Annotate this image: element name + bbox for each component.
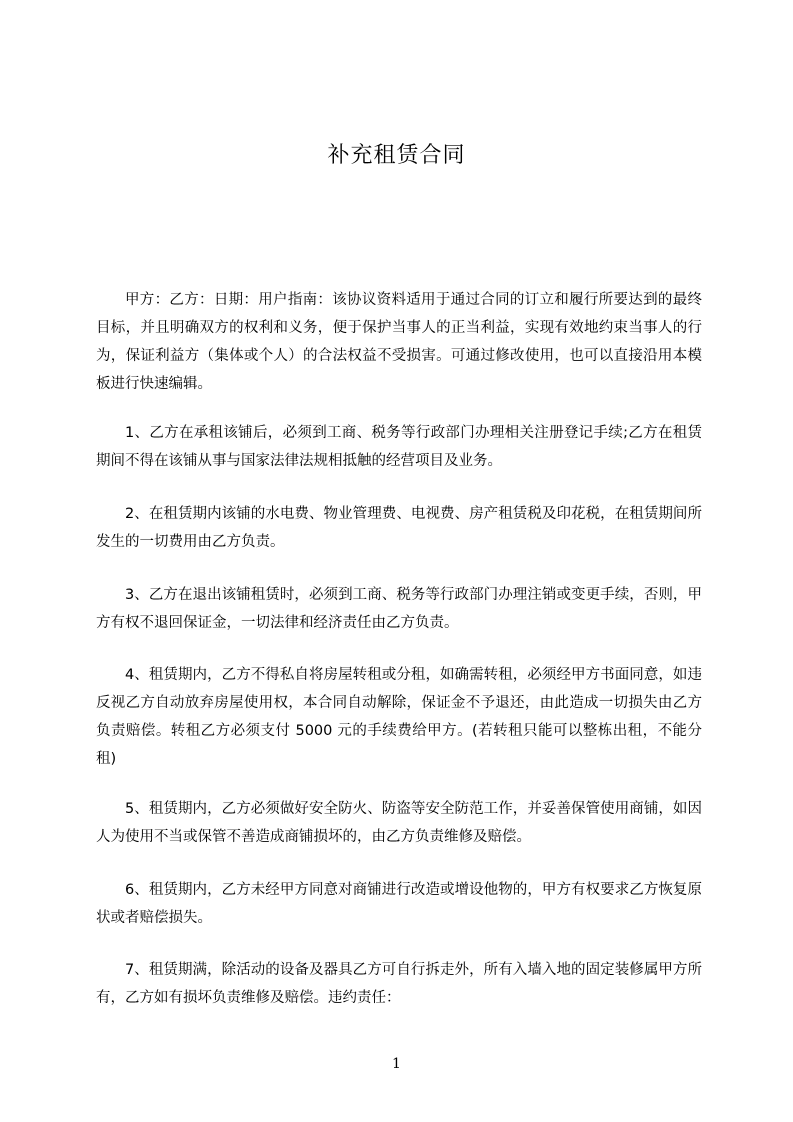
page-number: 1 xyxy=(392,1056,401,1072)
clause-5: 5、租赁期内，乙方必须做好安全防火、防盗等安全防范工作，并妥善保管使用商铺，如因人为使用不当或保管不善造成商铺损坏的，由乙方负责维修及赔偿。 xyxy=(96,801,702,845)
clause-4: 4、租赁期内，乙方不得私自将房屋转租或分租，如确需转租，必须经甲方书面同意，如违反视乙方自动放弃房屋使用权，本合同自动解除，保证金不予退还，由此造成一切损失由乙方负责赔偿。转租乙方必须支付 5000 元的手续费给甲方。(若转租只能可以整栋出租，不能分租) xyxy=(96,667,702,767)
document-title: 补充租赁合同 xyxy=(327,143,466,168)
clause-2: 2、在租赁期内该铺的水电费、物业管理费、电视费、房产租赁税及印花税，在租赁期间所发生的一切费用由乙方负责。 xyxy=(96,506,702,550)
clause-7: 7、租赁期满，除活动的设备及器具乙方可自行拆走外，所有入墙入地的固定装修属甲方所有，乙方如有损坏负责维修及赔偿。违约责任： xyxy=(96,962,702,1006)
intro-paragraph: 甲方：乙方：日期：用户指南：该协议资料适用于通过合同的订立和履行所要达到的最终目标，并且明确双方的权利和义务，便于保护当事人的正当利益，实现有效地约束当事人的行为，保证利益方（集体或个人）的合法权益不受损害。可通过修改使用，也可以直接沿用本模板进行快速编辑。 xyxy=(96,292,702,392)
clause-3: 3、乙方在退出该铺租赁时，必须到工商、税务等行政部门办理注销或变更手续，否则，甲方有权不退回保证金，一切法律和经济责任由乙方负责。 xyxy=(96,587,702,631)
clause-6: 6、租赁期内，乙方未经甲方同意对商铺进行改造或增设他物的，甲方有权要求乙方恢复原状或者赔偿损失。 xyxy=(96,882,702,926)
clause-1: 1、乙方在承租该铺后，必须到工商、税务等行政部门办理相关注册登记手续;乙方在租赁期间不得在该铺从事与国家法律法规相抵触的经营项目及业务。 xyxy=(96,425,702,469)
